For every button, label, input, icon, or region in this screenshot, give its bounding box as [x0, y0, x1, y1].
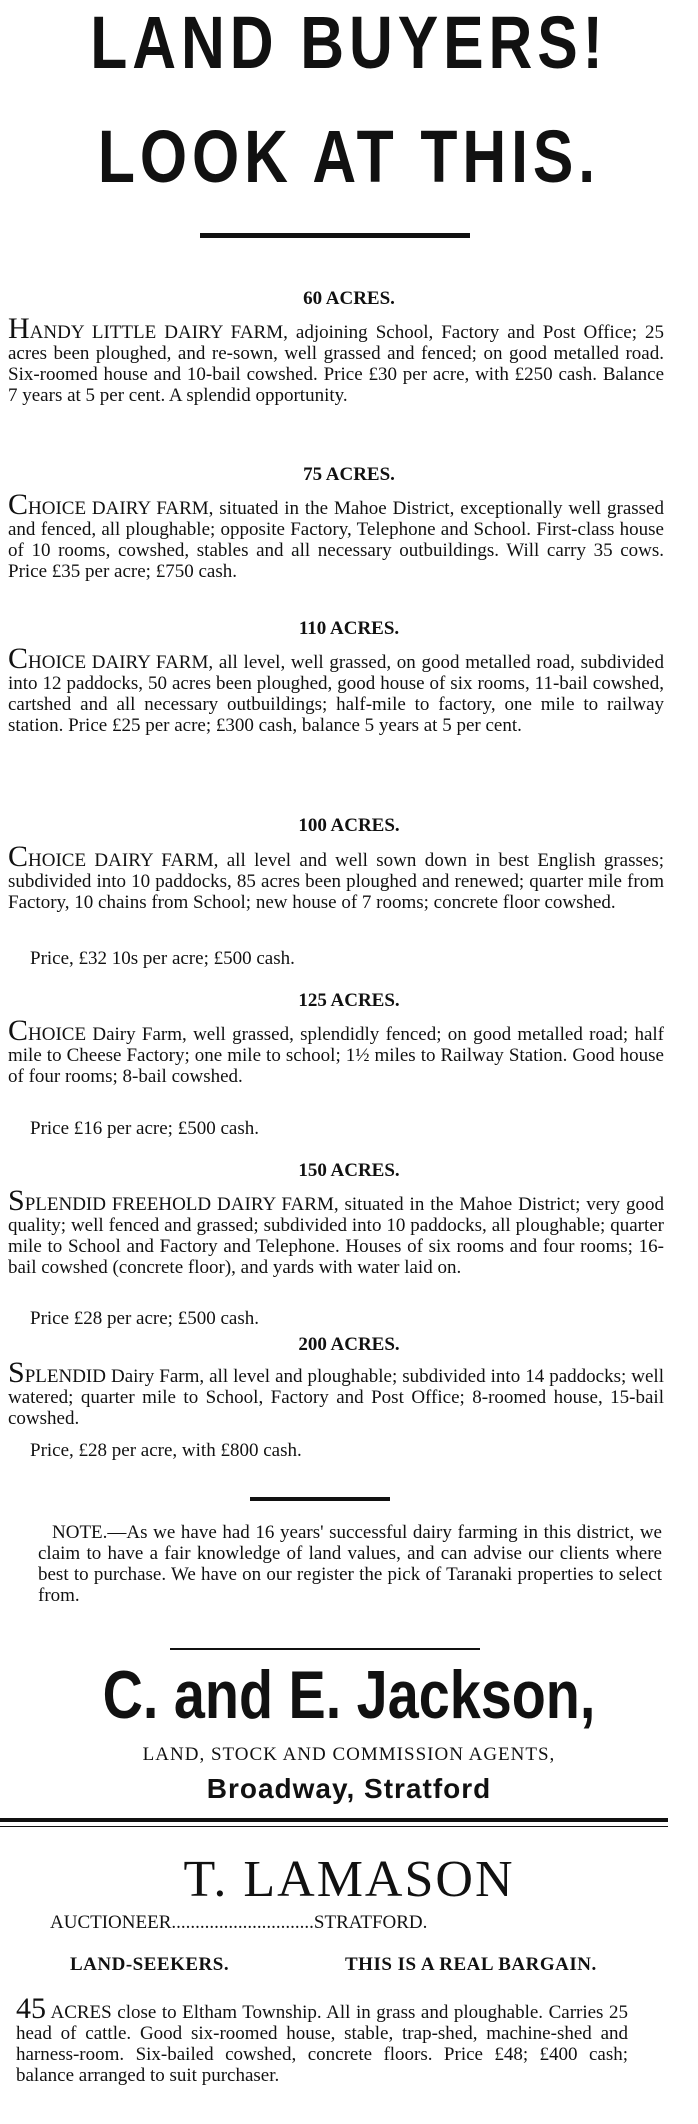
auctioneer-label: AUCTIONEER [50, 1912, 172, 1933]
listing-4-body: HOICE DAIRY FARM, all level and well sown down in best English grasses; subdivided into 10 paddocks, 85 acres been ploughed and renewed; quarter mile from Factory, 10 chains from School; new house of 7 rooms; concrete floor cowshed. [8, 850, 664, 913]
listing-6-initial: S [8, 1184, 25, 1217]
listing-7-initial: S [8, 1356, 25, 1389]
listing-6-body: PLENDID FREEHOLD DAIRY FARM, situated in the Mahoe District; very good quality; well fenced and grassed; subdivided into 10 paddocks, all ploughable; quarter mile to School and Factory and Telephone. Houses of six rooms and four rooms; 16-bail cowshed (concrete floor), and yards with water laid on. [8, 1194, 664, 1278]
ad-separator-thin [0, 1826, 668, 1827]
bargain-text [16, 1992, 628, 2086]
auctioneer-town: STRATFORD. [313, 1912, 428, 1933]
listing-4-acres: 100 ACRES. [298, 815, 400, 836]
listing-1-acres: 60 ACRES. [303, 288, 395, 309]
note-divider [170, 1648, 480, 1650]
listing-5-price: Price £16 per acre; £500 cash. [30, 1118, 259, 1139]
firm-address: Broadway, Stratford [206, 1773, 492, 1804]
listing-6-price: Price £28 per acre; £500 cash. [30, 1308, 259, 1329]
listing-2-initial: C [8, 488, 29, 521]
firm-name: C. and E. Jackson, [102, 1657, 596, 1733]
listing-1-initial: H [8, 312, 30, 345]
listing-5-text [8, 1014, 664, 1087]
listing-3-initial: C [8, 642, 29, 675]
listing-5-acres: 125 ACRES. [298, 990, 400, 1011]
tag-land-seekers: LAND-SEEKERS. [70, 1954, 230, 1975]
listing-3-text [8, 642, 664, 736]
ad-separator-thick [0, 1818, 668, 1822]
listing-5-initial: C [8, 1014, 29, 1047]
listing-2-acres: 75 ACRES. [303, 464, 395, 485]
listing-4-price: Price, £32 10s per acre; £500 cash. [30, 948, 295, 969]
listing-6-text [8, 1184, 664, 1278]
listing-3-acres: 110 ACRES. [298, 618, 400, 639]
auctioneer-name: T. LAMASON [183, 1851, 515, 1908]
listing-6-acres: 150 ACRES. [298, 1160, 400, 1181]
listing-7-acres: 200 ACRES. [298, 1334, 400, 1355]
listing-3-body: HOICE DAIRY FARM, all level, well grassed, on good metalled road, subdivided into 12 paddocks, 50 acres been ploughed, good house of six rooms, 11-bail cowshed, cartshed and all necessary outbuildings; half-mile to factory, one mile to railway station. Price £25 per acre; £300 cash, balance 5 years at 5 per cent. [8, 652, 664, 736]
headline-land-buyers: LAND BUYERS! [90, 1, 608, 84]
listing-7-body: PLENDID Dairy Farm, all level and ploughable; subdivided into 14 paddocks; well watered; quarter mile to School, Factory and Post Office; 8-roomed house, 15-bail cowshed. [8, 1366, 664, 1429]
listing-1-body: ANDY LITTLE DAIRY FARM, adjoining School, Factory and Post Office; 25 acres been ploughed, and re-sown, well grassed and fenced; on good metalled road. Six-roomed house and 10-bail cowshed. Price £30 per acre, with £250 cash. Balance 7 years at 5 per cent. A splendid opportunity. [8, 322, 664, 406]
auctioneer-dots: .............................. [171, 1912, 314, 1933]
bargain-initial: 45 [16, 1992, 46, 2025]
listings-divider [250, 1497, 390, 1501]
listing-2-body: HOICE DAIRY FARM, situated in the Mahoe District, exceptionally well grassed and fenced, all ploughable; opposite Factory, Telephone and School. First-class house of 10 rooms, cowshed, stables and all necessary outbuildings. Will carry 35 cows. Price £35 per acre; £750 cash. [8, 498, 664, 582]
firm-role: LAND, STOCK AND COMMISSION AGENTS, [142, 1744, 556, 1765]
listing-2-text [8, 488, 664, 582]
tag-real-bargain: THIS IS A REAL BARGAIN. [345, 1954, 597, 1975]
auctioneer-line [50, 1912, 650, 1934]
listing-4-text [8, 840, 664, 913]
listing-7-text [8, 1356, 664, 1429]
headline-rule [200, 233, 470, 238]
listing-4-initial: C [8, 840, 29, 873]
bargain-body: ACRES close to Eltham Township. All in grass and ploughable. Carries 25 head of cattle. Good six-roomed house, stable, trap-shed, machine-shed and harness-room. Six-bailed cowshed, concrete floors. Price £48; £400 cash; balance arranged to suit purchaser. [16, 2002, 628, 2086]
headline-look-at-this: LOOK AT THIS. [97, 115, 601, 198]
note-paragraph: NOTE.—As we have had 16 years' successful dairy farming in this district, we claim to have a fair knowledge of land values, and can advise our clients where best to purchase. We have on our register the pick of Taranaki properties to select from. [38, 1522, 662, 1606]
listing-1-text [8, 312, 664, 406]
listing-7-price: Price, £28 per acre, with £800 cash. [30, 1440, 302, 1461]
listing-5-body: HOICE Dairy Farm, well grassed, splendidly fenced; on good metalled road; half mile to Cheese Factory; one mile to school; 1½ miles to Railway Station. Good house of four rooms; 8-bail cowshed. [8, 1024, 664, 1087]
